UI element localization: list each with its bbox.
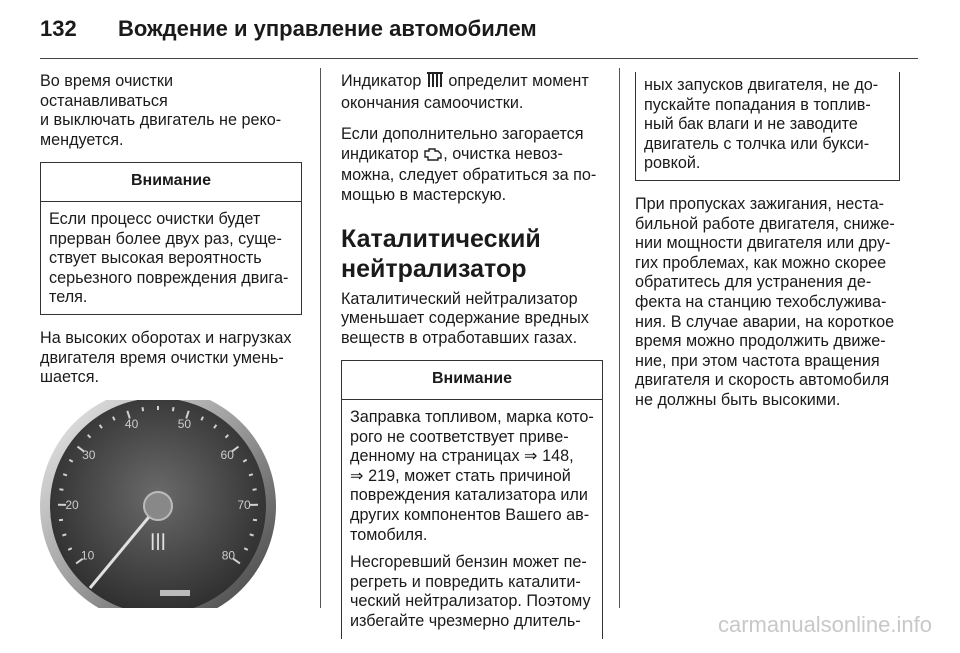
- warning-title: Внимание: [342, 361, 602, 400]
- dpf-indicator-icon: [426, 72, 444, 94]
- header-rule: [40, 58, 918, 59]
- column-1: [40, 72, 302, 608]
- warning-box-continued: [635, 72, 900, 181]
- gauge-tick-label: 70: [237, 498, 251, 512]
- page-ref-link[interactable]: 148,: [542, 447, 574, 465]
- page-ref-arrow-icon: ⇒: [524, 447, 538, 465]
- gauge-tick-label: 40: [125, 417, 139, 431]
- tachometer-illustration: [40, 400, 302, 608]
- gauge-tick: [59, 519, 63, 520]
- watermark: carmanualsonline.info: [718, 612, 932, 638]
- page-number: 132: [40, 16, 77, 42]
- paragraph: Во время очистки останавливаться и выключать двигатель не реко- мендуется.: [40, 72, 302, 150]
- dpf-icon: ꟾꟾꟾ: [150, 533, 166, 554]
- gauge-tick: [173, 407, 174, 411]
- warning-text: Если процесс очистки будет прерван более двух раз, суще- ствует высокая вероятность серьезного повреждения двига- теля.: [41, 202, 301, 314]
- column-2: [341, 72, 603, 653]
- section-heading: Каталитический нейтрализатор: [341, 224, 603, 284]
- gauge-tick-label: 50: [178, 417, 192, 431]
- page-ref-arrow-icon: ⇒: [350, 467, 364, 485]
- warning-title: Внимание: [41, 163, 301, 202]
- gauge-tick: [143, 407, 144, 411]
- gauge-tick: [63, 474, 67, 475]
- column-divider: [619, 68, 620, 608]
- gauge-tick: [59, 489, 63, 490]
- gauge-tick-label: 30: [82, 448, 96, 462]
- gauge-tick: [253, 519, 257, 520]
- column-3: [635, 72, 900, 423]
- page-title: Вождение и управление автомобилем: [118, 16, 537, 42]
- gauge-tick: [62, 534, 66, 535]
- gauge-tick: [250, 534, 254, 535]
- gauge-legend-mark: [160, 590, 190, 596]
- warning-box: [40, 162, 302, 315]
- gauge-tick-label: 60: [221, 448, 235, 462]
- paragraph: Если дополнительно загорается индикатор , очистка невоз- можна, следует обратиться за по- мощью в мастерскую.: [341, 125, 603, 205]
- page-ref-link[interactable]: 219, может стать причиной: [368, 467, 571, 485]
- engine-warning-icon: [423, 147, 443, 167]
- paragraph: Каталитический нейтрализатор уменьшает содержание вредных веществ в отработавших газах.: [341, 290, 603, 349]
- gauge-tick: [253, 489, 257, 490]
- gauge-tick-label: 10: [81, 548, 95, 562]
- gauge-tick: [249, 474, 253, 475]
- warning-text: ных запусков двигателя, не до- пускайте попадания в топлив- ный бак влаги и не заводите двигатель с толчка или букси- ровкой.: [636, 72, 899, 180]
- gauge-tick-label: 80: [222, 548, 236, 562]
- warning-text: Заправка топливом, марка кото- рого не соответствует приве- денному на страницах ⇒ 148, ⇒ 219, может стать причиной повреждения катализатора или других компонентов Вашего ав- томобиля. Несгоревший бензин может пе- регреть и повредить каталити- ческий нейтрализатор. Поэтому избегайте чрезмерно длитель-: [342, 400, 602, 640]
- paragraph: При пропусках зажигания, неста- бильной работе двигателя, сниже- нии мощности двигателя или дру- гих проблемах, как можно скорее обратитесь для устранения де- фекта на станцию техобслужива- ния. В случае аварии, на короткое время можно продолжить движе- ние, при этом частота вращения двигателя и скорость автомобиля не должны быть высокими.: [635, 195, 900, 411]
- warning-box: [341, 360, 603, 639]
- column-divider: [320, 68, 321, 608]
- paragraph: На высоких оборотах и нагрузках двигателя время очистки умень- шается.: [40, 329, 302, 388]
- page-header: [40, 12, 918, 48]
- paragraph: Индикатор определит момент окончания самоочистки.: [341, 72, 603, 113]
- gauge-tick-label: 20: [65, 498, 79, 512]
- gauge-hub: [144, 492, 172, 520]
